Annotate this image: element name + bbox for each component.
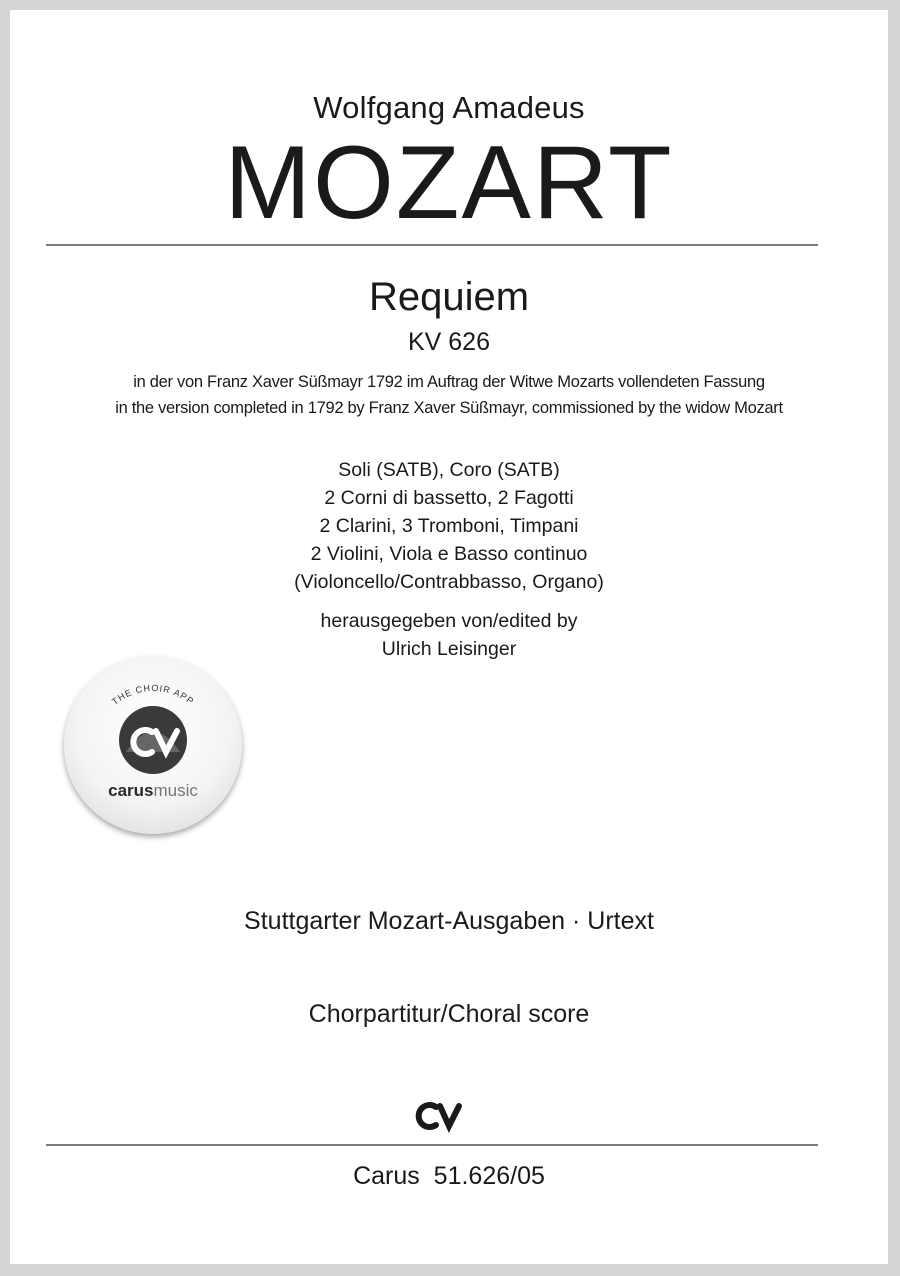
publisher-catalog-number: Carus 51.626/05 bbox=[353, 1162, 545, 1190]
choir-app-badge-graphic bbox=[64, 656, 242, 834]
top-divider bbox=[46, 244, 818, 246]
badge-arc-text: THE CHOIR APP bbox=[109, 682, 197, 707]
svg-text:carusmusic bbox=[108, 781, 198, 800]
editor-name: Ulrich Leisinger bbox=[381, 638, 517, 660]
editor-credit bbox=[10, 607, 888, 663]
choir-app-badge[interactable] bbox=[64, 656, 242, 834]
scoring-line: 2 Clarini, 3 Tromboni, Timpani bbox=[319, 515, 579, 537]
work-title: Requiem bbox=[368, 275, 530, 319]
svg-text:THE CHOIR APP bbox=[110, 683, 196, 707]
scoring-line: 2 Corni di bassetto, 2 Fagotti bbox=[324, 487, 574, 509]
edition-note-english: in the version completed in 1792 by Franz Xaver Süßmayr, commissioned by the widow Mozart bbox=[115, 399, 783, 417]
bottom-divider bbox=[46, 1144, 818, 1146]
catalog-number: KV 626 bbox=[407, 328, 490, 356]
badge-brand-light: music bbox=[153, 781, 198, 800]
score-type: Chorpartitur/Choral score bbox=[308, 1000, 590, 1028]
edition-note-german: in der von Franz Xaver Süßmayr 1792 im Auftrag der Witwe Mozarts vollendeten Fassung bbox=[133, 373, 765, 391]
scoring-line: (Violoncello/Contrabbasso, Organo) bbox=[294, 571, 604, 593]
badge-brand-bold: carus bbox=[108, 781, 154, 800]
scoring-line: Soli (SATB), Coro (SATB) bbox=[338, 459, 560, 481]
scoring-list bbox=[10, 456, 888, 596]
composer-first-name: Wolfgang Amadeus bbox=[313, 90, 585, 125]
composer-last-name: MOZART bbox=[224, 125, 674, 241]
score-cover-page bbox=[10, 10, 888, 1264]
carus-logo-icon bbox=[410, 1098, 470, 1134]
editor-label: herausgegeben von/edited by bbox=[320, 610, 578, 632]
series-title: Stuttgarter Mozart-Ausgaben · Urtext bbox=[244, 907, 654, 935]
scoring-line: 2 Violini, Viola e Basso continuo bbox=[310, 543, 588, 565]
